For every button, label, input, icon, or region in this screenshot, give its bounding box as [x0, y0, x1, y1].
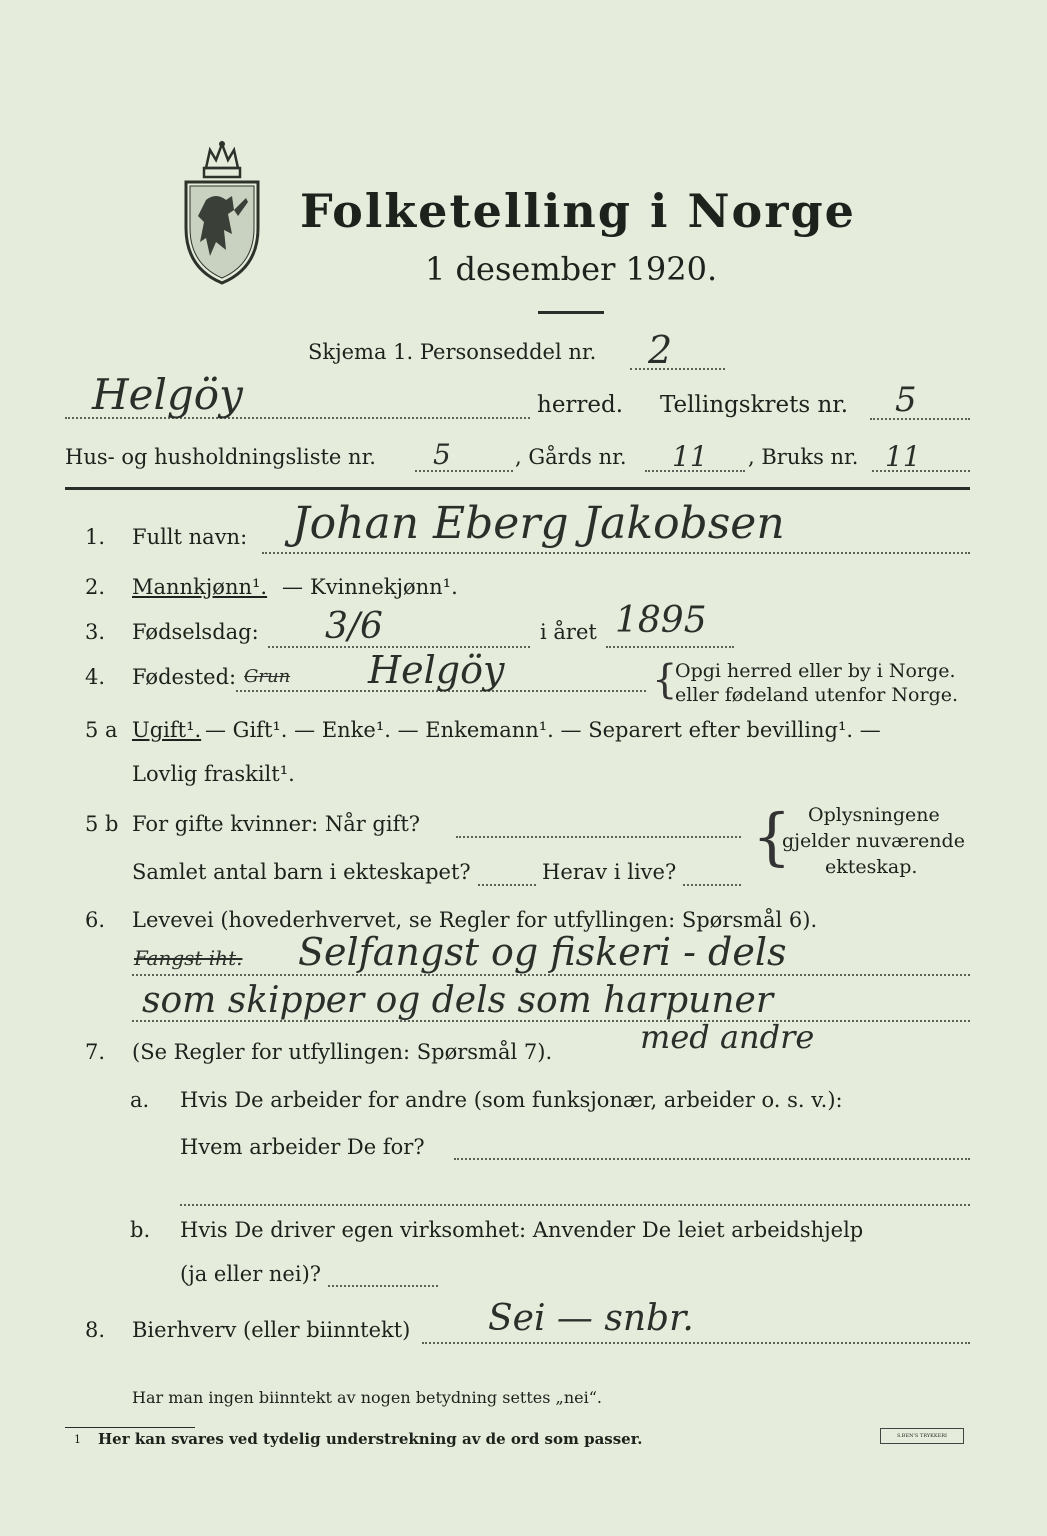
- q4-note-1: Opgi herred eller by i Norge.: [675, 660, 956, 682]
- q3-year-label: i året: [540, 620, 597, 644]
- q2-female-option: Kvinnekjønn¹.: [310, 575, 458, 599]
- q4-number: 4.: [85, 665, 106, 689]
- q5b-alive-field-line: [683, 884, 741, 886]
- q3-number: 3.: [85, 620, 106, 644]
- q5b-children-label: Samlet antal barn i ekteskapet?: [132, 860, 471, 884]
- coat-of-arms-icon: [176, 138, 268, 288]
- q3-label: Fødselsdag:: [132, 620, 259, 644]
- household-value: 5: [433, 438, 451, 471]
- q3-year-field-line: [606, 646, 734, 648]
- q5a-line-2: Lovlig fraskilt¹.: [132, 762, 295, 786]
- q6-field-line-1: [132, 974, 970, 976]
- q8-number: 8.: [85, 1318, 106, 1342]
- q7a-line-2: Hvem arbeider De for?: [180, 1135, 425, 1159]
- q5b-note-1: Oplysningene: [808, 804, 940, 826]
- footnote-rule: [65, 1427, 195, 1428]
- q7b-letter: b.: [130, 1218, 151, 1242]
- tellingskrets-label: Tellingskrets nr.: [660, 392, 849, 418]
- q7b-line-1: Hvis De driver egen virksomhet: Anvender De leiet arbeidshjelp: [180, 1218, 864, 1242]
- q3-birth-date: 3/6: [325, 606, 383, 647]
- tellingskrets-field-line: [870, 418, 970, 420]
- municipality-value: Helgöy: [92, 370, 243, 419]
- title-rule: [538, 311, 604, 314]
- q5b-married-field-line: [456, 836, 741, 838]
- bruks-label: , Bruks nr.: [748, 445, 859, 469]
- q5b-note-2: gjelder nuværende: [782, 830, 965, 852]
- gards-label: , Gårds nr.: [515, 445, 627, 469]
- q4-birthplace: Helgöy: [368, 648, 505, 692]
- q5b-children-field-line: [478, 884, 536, 886]
- form-title: Folketelling i Norge: [300, 184, 856, 238]
- bruks-value: 11: [885, 440, 921, 473]
- q7a-field-line-2: [180, 1204, 970, 1206]
- q7-number: 7.: [85, 1040, 106, 1064]
- q5b-alive-label: Herav i live?: [542, 860, 677, 884]
- q8-field-line: [422, 1342, 970, 1344]
- q5a-number: 5 a: [85, 718, 118, 742]
- q5b-number: 5 b: [85, 812, 119, 836]
- q7b-line-2: (ja eller nei)?: [180, 1262, 322, 1286]
- q5a-options: — Gift¹. — Enke¹. — Enkemann¹. — Separert efter bevilling¹. —: [205, 718, 881, 742]
- skjema-field-line: [630, 368, 725, 370]
- q1-number: 1.: [85, 525, 106, 549]
- q6-answer-line-3: med andre: [640, 1018, 815, 1056]
- q2-male-option: Mannkjønn¹.: [132, 575, 268, 599]
- q5b-note-3: ekteskap.: [825, 856, 918, 878]
- q7-label: (Se Regler for utfyllingen: Spørsmål 7).: [132, 1040, 553, 1064]
- tellingskrets-value: 5: [895, 380, 917, 420]
- q6-answer-line-1: Selfangst og fiskeri - dels: [298, 930, 787, 974]
- q7b-field-line: [328, 1285, 438, 1287]
- q6-number: 6.: [85, 908, 106, 932]
- household-label: Hus- og husholdningsliste nr.: [65, 445, 376, 469]
- q4-struck-value: Grun: [244, 666, 291, 687]
- footer-note: Har man ingen biinntekt av nogen betydning settes „nei“.: [132, 1388, 602, 1407]
- skjema-value: 2: [648, 328, 673, 372]
- footnote-text: Her kan svares ved tydelig understrekning av de ord som passer.: [98, 1430, 643, 1448]
- q6-answer-line-2: som skipper og dels som harpuner: [142, 980, 774, 1021]
- herred-label: herred.: [537, 392, 624, 418]
- q5b-brace: {: [752, 800, 792, 873]
- q1-label: Fullt navn:: [132, 525, 248, 549]
- q5a-ugift-option: Ugift¹.: [132, 718, 202, 742]
- printer-stamp: S.BEN'S TRYKKERI: [880, 1428, 964, 1444]
- q2-separator: —: [282, 575, 303, 599]
- q6-label: Levevei (hovederhvervet, se Regler for utfyllingen: Spørsmål 6).: [132, 908, 818, 932]
- q2-number: 2.: [85, 575, 106, 599]
- q6-struck-value: Fangst iht.: [134, 946, 243, 970]
- q1-field-line: [262, 552, 970, 554]
- household-field-line: [415, 470, 513, 472]
- q5b-line-1: For gifte kvinner: Når gift?: [132, 812, 421, 836]
- q3-birth-year: 1895: [615, 600, 707, 641]
- gards-value: 11: [672, 440, 708, 473]
- q8-label: Bierhverv (eller biinntekt): [132, 1318, 411, 1342]
- q1-full-name: Johan Eberg Jakobsen: [292, 498, 785, 549]
- q4-brace: {: [652, 657, 678, 703]
- q8-value: Sei — snbr.: [488, 1298, 694, 1339]
- q4-note-2: eller fødeland utenfor Norge.: [675, 684, 959, 706]
- header-divider: [65, 487, 970, 490]
- census-date: 1 desember 1920.: [425, 250, 718, 288]
- q4-label: Fødested:: [132, 665, 237, 689]
- footnote-number: 1: [74, 1433, 81, 1446]
- q7a-field-line-1: [454, 1158, 970, 1160]
- skjema-label: Skjema 1. Personseddel nr.: [308, 340, 597, 364]
- q7a-letter: a.: [130, 1088, 150, 1112]
- q7a-line-1: Hvis De arbeider for andre (som funksjonær, arbeider o. s. v.):: [180, 1088, 843, 1112]
